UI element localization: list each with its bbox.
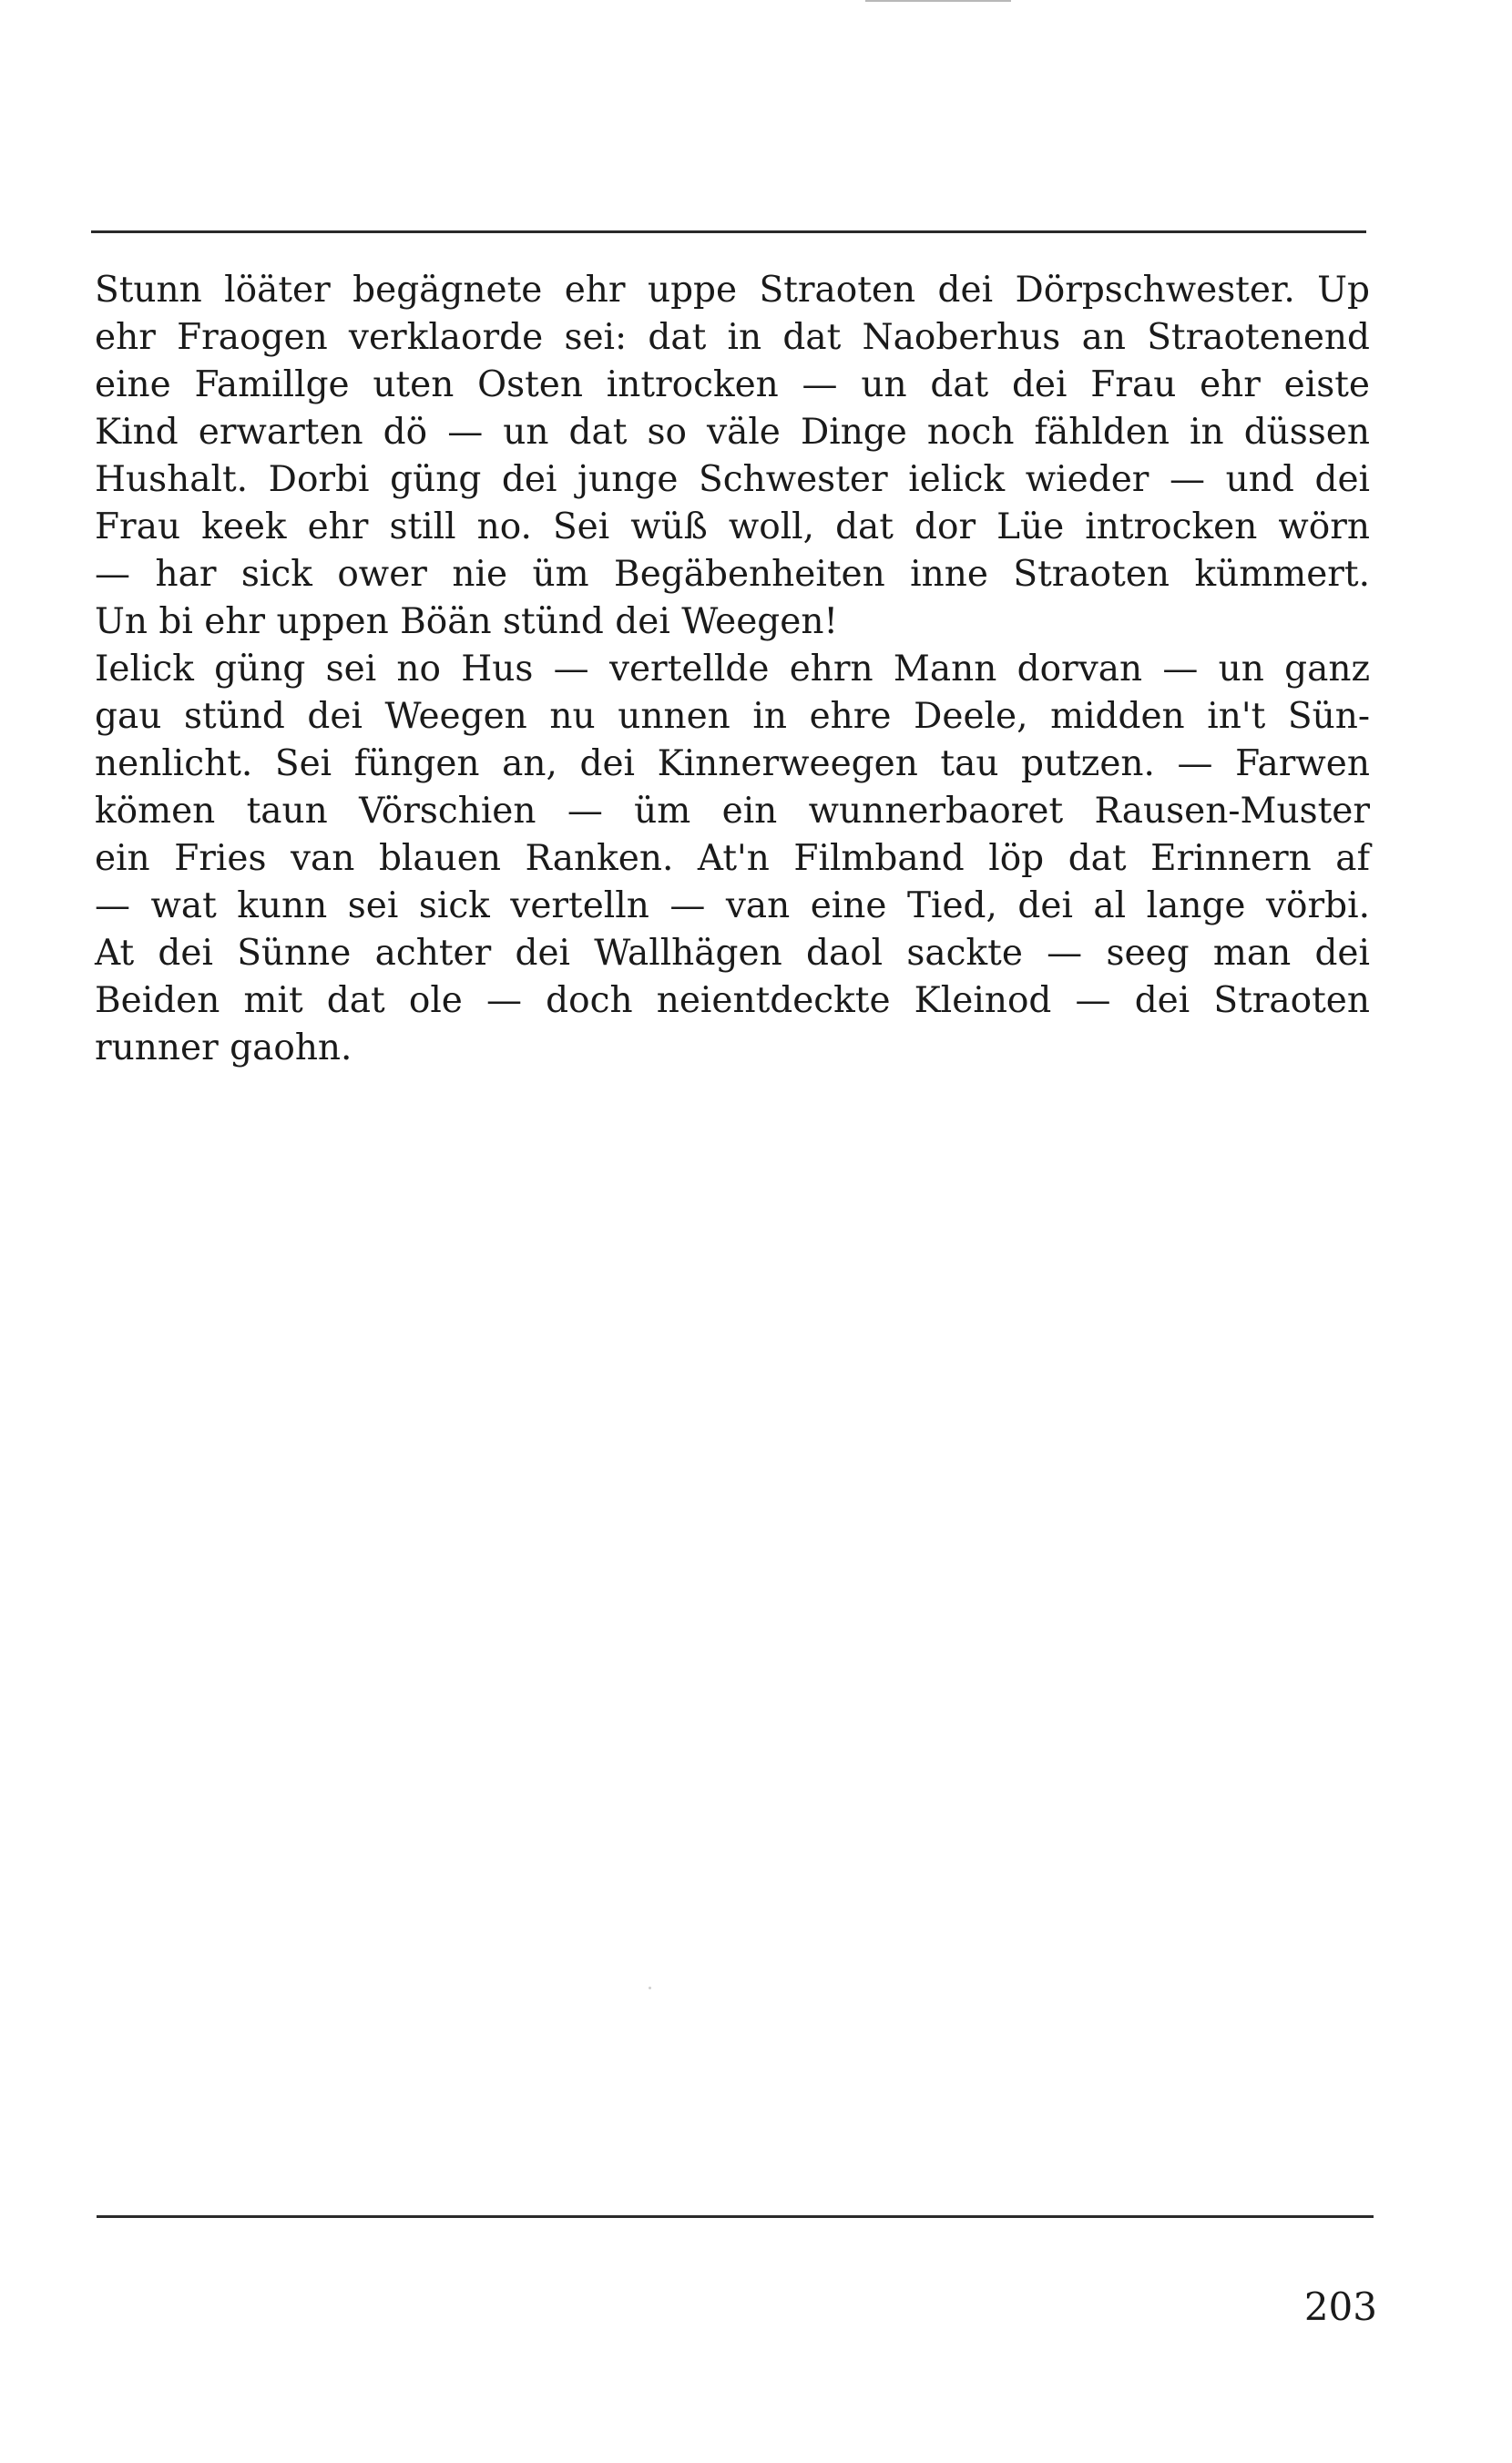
header-rule: [91, 230, 1366, 233]
body-text: [95, 267, 1370, 1072]
text-line: runner gaohn.: [95, 1027, 352, 1068]
text-line: Frau keek ehr still no. Sei wüß woll, dat dor Lüe introcken wörn: [95, 506, 1370, 547]
text-line: Hushalt. Dorbi güng dei junge Schwester ielick wieder — und dei: [95, 459, 1370, 500]
text-line: Ielick güng sei no Hus — vertellde ehrn Mann dorvan — un ganz: [95, 649, 1370, 690]
text-line: ehr Fraogen verklaorde sei: dat in dat Naoberhus an Straotenend: [95, 317, 1370, 358]
text-line: Stunn löäter begägnete ehr uppe Straoten dei Dörpschwester. Up: [95, 270, 1370, 311]
text-line: kömen taun Vörschien — üm ein wunnerbaoret Rausen-Muster: [95, 791, 1370, 832]
page-number: 203: [1303, 2284, 1377, 2329]
text-line: — wat kunn sei sick vertelln — van eine Tied, dei al lange vörbi.: [95, 885, 1370, 926]
scan-speck: [649, 1987, 651, 1989]
footer-rule: [97, 2215, 1374, 2218]
text-line: nenlicht. Sei füngen an, dei Kinnerweegen tau putzen. — Farwen: [95, 743, 1370, 784]
text-line: Un bi ehr uppen Böän stünd dei Weegen!: [95, 601, 839, 642]
text-line: ein Fries van blauen Ranken. At'n Filmband löp dat Erinnern af: [95, 838, 1370, 879]
text-line: eine Famillge uten Osten introcken — un dat dei Frau ehr eiste: [95, 364, 1370, 405]
text-line: — har sick ower nie üm Begäbenheiten inne Straoten kümmert.: [95, 554, 1370, 595]
text-line: At dei Sünne achter dei Wallhägen daol sackte — seeg man dei: [95, 933, 1370, 974]
text-line: gau stünd dei Weegen nu unnen in ehre Deele, midden in't Sün-: [95, 696, 1370, 737]
scan-edge-mark: [865, 0, 1011, 2]
text-line: Kind erwarten dö — un dat so väle Dinge noch fählden in düssen: [95, 412, 1370, 453]
text-line: Beiden mit dat ole — doch neientdeckte Kleinod — dei Straoten: [95, 980, 1370, 1021]
